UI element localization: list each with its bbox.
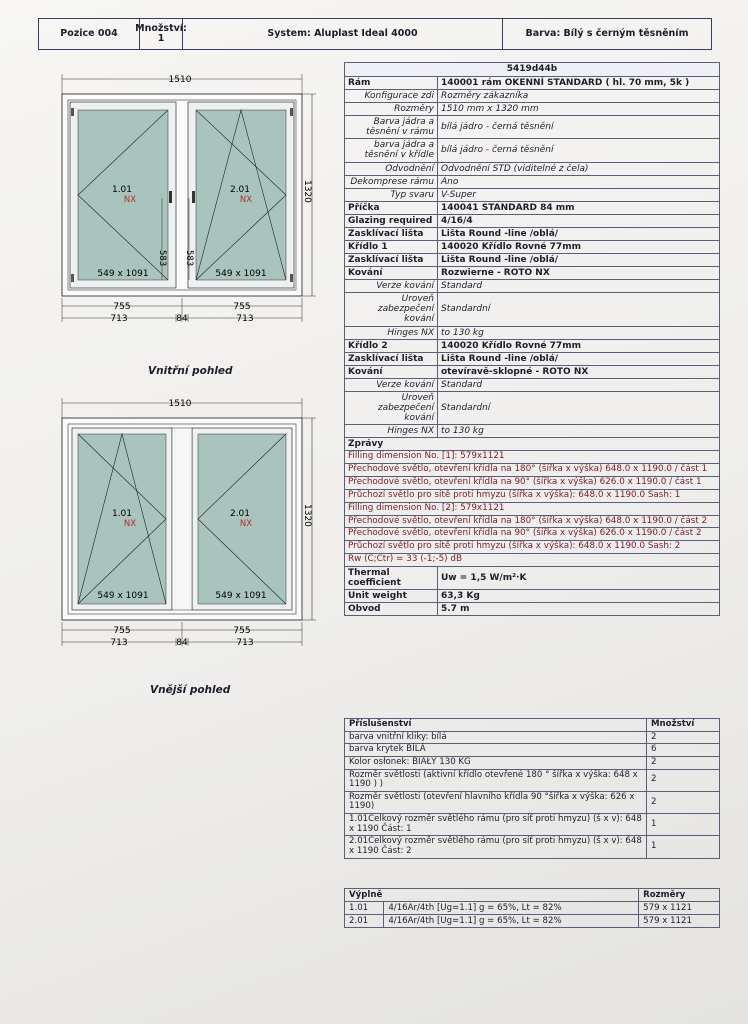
- accessory-name: 2.01Celkový rozměr světlého rámu (pro síť proti hmyzu) (š x v): 648 x 1190 Část: 2: [345, 836, 647, 858]
- accessory-qty: 2: [647, 756, 720, 769]
- fillings-table: [344, 888, 720, 928]
- fillings-dim-header: Rozměry: [639, 889, 720, 902]
- accessory-row: [345, 769, 720, 791]
- message-text: Přechodové světlo, otevření křídla na 180° (šířka x výška) 648.0 x 1190.0 / část 2: [345, 515, 720, 528]
- spec-key: Rozměry: [345, 103, 438, 116]
- accessory-name: 1.01Celkový rozměr světlého rámu (pro síť proti hmyzu) (š x v): 648 x 1190 Část: 1: [345, 814, 647, 836]
- accessory-row: [345, 744, 720, 757]
- spec-row: [345, 280, 720, 293]
- message-text: Přechodové světlo, otevření křídla na 90° (šířka x výška) 626.0 x 1190.0 / část 1: [345, 477, 720, 490]
- spec-key: Verze kování: [345, 378, 438, 391]
- spec-row: [345, 378, 720, 391]
- spec-value: Lišta Round -line /oblá/: [438, 254, 720, 267]
- spec-value: Odvodnění STD (viditelné z čela): [438, 162, 720, 175]
- spec-value: bílá jádro - černá těsnění: [438, 139, 720, 162]
- spec-value: Ano: [438, 175, 720, 188]
- message-row: [345, 451, 720, 464]
- inner-handle-height-right: 583: [184, 250, 194, 267]
- inner-dim-mullion: 84: [176, 314, 188, 324]
- spec-row: [345, 326, 720, 339]
- outer-sash-right-id: 2.01: [229, 509, 251, 519]
- inner-sash-right-nx: NX: [239, 195, 253, 205]
- spec-key: Konfigurace zdi: [345, 90, 438, 103]
- message-row: [345, 515, 720, 528]
- spec-row: [345, 293, 720, 326]
- spec-key: Kování: [345, 365, 438, 378]
- spec-table: [344, 62, 720, 616]
- spec-key: Hinges NX: [345, 425, 438, 438]
- message-row: [345, 528, 720, 541]
- spec-key: Barva jádra a těsnění v rámu: [345, 116, 438, 139]
- accessory-name: barva vnitřní kliky: bílá: [345, 731, 647, 744]
- spec-value: 140001 rám OKENNÍ STANDARD ( hl. 70 mm, 5k ): [438, 77, 720, 90]
- outer-dim-outer-right: 755: [233, 626, 251, 636]
- spec-key: Zasklívací lišta: [345, 254, 438, 267]
- system-cell: System: Aluplast Ideal 4000: [183, 19, 503, 49]
- spec-value: Standard: [438, 378, 720, 391]
- spec-row: [345, 116, 720, 139]
- accessory-row: [345, 791, 720, 813]
- outer-width-dim: 1510: [168, 399, 192, 409]
- spec-key: Kování: [345, 267, 438, 280]
- spec-key: Zasklívací lišta: [345, 352, 438, 365]
- inner-width-dim: 1510: [168, 75, 192, 85]
- spec-row: [345, 188, 720, 201]
- spec-key: Křídlo 2: [345, 339, 438, 352]
- spec-key: Typ svaru: [345, 188, 438, 201]
- inner-handle-height-left: 583: [157, 250, 167, 267]
- spec-row: [345, 365, 720, 378]
- filling-row: [345, 915, 720, 928]
- message-text: Rw (C;Ctr) = 33 (-1;-5) dB: [345, 554, 720, 567]
- message-text: Filling dimension No. [2]: 579x1121: [345, 502, 720, 515]
- accessory-row: [345, 814, 720, 836]
- spec-key: Dekomprese rámu: [345, 175, 438, 188]
- message-text: Přechodové světlo, otevření křídla na 180° (šířka x výška) 648.0 x 1190.0 / část 1: [345, 464, 720, 477]
- outer-sash-left-nx: NX: [123, 519, 137, 529]
- message-row: [345, 489, 720, 502]
- spec-value: Rozwierne - ROTO NX: [438, 267, 720, 280]
- spec-value: to 130 kg: [438, 326, 720, 339]
- accessory-qty: 1: [647, 814, 720, 836]
- spec-value: Standardní: [438, 293, 720, 326]
- accessory-name: Rozměr světlosti (otevření hlavního křídla 90 °šířka x výška: 626 x 1190): [345, 791, 647, 813]
- message-text: Přechodové světlo, otevření křídla na 90° (šířka x výška) 626.0 x 1190.0 / část 2: [345, 528, 720, 541]
- message-row: [345, 541, 720, 554]
- spec-row: [345, 214, 720, 227]
- message-text: Průchozí světlo pro sítě proti hmyzu (šířka x výška): 648.0 x 1190.0 Sash: 1: [345, 489, 720, 502]
- outer-dim-outer-left: 755: [113, 626, 131, 636]
- spec-value: to 130 kg: [438, 425, 720, 438]
- accessory-row: [345, 756, 720, 769]
- outer-dim-mullion: 84: [176, 638, 188, 648]
- inner-glass-right-dim: 549 x 1091: [215, 269, 267, 279]
- outer-sash-left-id: 1.01: [111, 509, 133, 519]
- weight-value: 63,3 Kg: [438, 590, 720, 603]
- handle-right-icon: [192, 191, 195, 203]
- weight-label: Unit weight: [345, 590, 438, 603]
- accessory-qty: 6: [647, 744, 720, 757]
- inner-dim-inner-left: 713: [110, 314, 128, 324]
- spec-row: [345, 90, 720, 103]
- spec-key: Rám: [345, 77, 438, 90]
- position-cell: Pozice 004: [39, 19, 140, 49]
- spec-value: 140041 STANDARD 84 mm: [438, 201, 720, 214]
- inner-height-dim: 1320: [302, 180, 312, 203]
- message-text: Průchozí světlo pro sítě proti hmyzu (šířka x výška): 648.0 x 1190.0 Sash: 2: [345, 541, 720, 554]
- accessories-table: [344, 718, 720, 859]
- spec-row: [345, 241, 720, 254]
- inner-view-label: Vnitřní pohled: [148, 365, 233, 377]
- accessory-name: Rozměr světlosti (aktivní křídlo otevřené 180 ° šířka x výška: 648 x 1190 ) ): [345, 769, 647, 791]
- fillings-header: Výplně: [345, 889, 639, 902]
- spec-key: Příčka: [345, 201, 438, 214]
- spec-key: Křídlo 1: [345, 241, 438, 254]
- inner-dim-outer-right: 755: [233, 302, 251, 312]
- spec-row: [345, 267, 720, 280]
- thermal-label: Thermal coefficient: [345, 566, 438, 589]
- filling-dim: 579 x 1121: [639, 915, 720, 928]
- quantity-cell: Množství: 1: [140, 19, 183, 49]
- filling-desc: 4/16Ar/4th [Ug=1.1] g = 65%, Lt = 82%: [384, 902, 639, 915]
- spec-value: bílá jádro - černá těsnění: [438, 116, 720, 139]
- spec-value: Standardní: [438, 391, 720, 424]
- spec-row: [345, 175, 720, 188]
- filling-id: 1.01: [345, 902, 384, 915]
- spec-value: Rozměry zákazníka: [438, 90, 720, 103]
- accessories-header: Příslušenství: [345, 719, 647, 732]
- spec-key: Uroveň zabezpečení kování: [345, 391, 438, 424]
- inner-sash-right-id: 2.01: [229, 185, 251, 195]
- filling-id: 2.01: [345, 915, 384, 928]
- spec-value: 4/16/4: [438, 214, 720, 227]
- filling-row: [345, 902, 720, 915]
- spec-row: [345, 77, 720, 90]
- message-row: [345, 502, 720, 515]
- accessory-qty: 1: [647, 836, 720, 858]
- outer-view-drawing: [50, 392, 320, 654]
- outer-glass-left-dim: 549 x 1091: [97, 591, 149, 601]
- message-text: Filling dimension No. [1]: 579x1121: [345, 451, 720, 464]
- inner-dim-inner-right: 713: [236, 314, 254, 324]
- spec-value: otevíravě-sklopné - ROTO NX: [438, 365, 720, 378]
- perimeter-label: Obvod: [345, 603, 438, 616]
- spec-row: [345, 227, 720, 240]
- spec-value: 140020 Křídlo Rovné 77mm: [438, 339, 720, 352]
- spec-id: 5419d44b: [345, 63, 720, 77]
- spec-value: V-Super: [438, 188, 720, 201]
- accessory-qty: 2: [647, 791, 720, 813]
- accessory-name: barva krytek BÍLÁ: [345, 744, 647, 757]
- spec-row: [345, 139, 720, 162]
- accessories-qty-header: Množství: [647, 719, 720, 732]
- spec-value: Lišta Round -line /oblá/: [438, 227, 720, 240]
- spec-key: Verze kování: [345, 280, 438, 293]
- handle-left-icon: [169, 191, 172, 203]
- outer-glass-left: [78, 434, 166, 604]
- outer-dim-inner-left: 713: [110, 638, 128, 648]
- outer-view-label: Vnější pohled: [150, 684, 231, 696]
- filling-dim: 579 x 1121: [639, 902, 720, 915]
- spec-value: 1510 mm x 1320 mm: [438, 103, 720, 116]
- messages-header: Zprávy: [345, 438, 720, 451]
- accessory-row: [345, 836, 720, 858]
- accessory-qty: 2: [647, 731, 720, 744]
- inner-sash-left-nx: NX: [123, 195, 137, 205]
- filling-desc: 4/16Ar/4th [Ug=1.1] g = 65%, Lt = 82%: [384, 915, 639, 928]
- spec-key: Uroveň zabezpečení kování: [345, 293, 438, 326]
- message-row: [345, 554, 720, 567]
- spec-row: [345, 339, 720, 352]
- spec-value: 140020 Křídlo Rovné 77mm: [438, 241, 720, 254]
- spec-row: [345, 103, 720, 116]
- spec-value: Lišta Round -line /oblá/: [438, 352, 720, 365]
- outer-sash-right-nx: NX: [239, 519, 253, 529]
- spec-row: [345, 425, 720, 438]
- spec-row: [345, 352, 720, 365]
- spec-key: Zasklívací lišta: [345, 227, 438, 240]
- inner-sash-left-id: 1.01: [111, 185, 133, 195]
- message-row: [345, 464, 720, 477]
- spec-row: [345, 391, 720, 424]
- outer-glass-right-dim: 549 x 1091: [215, 591, 267, 601]
- thermal-value: Uw = 1,5 W/m²·K: [438, 566, 720, 589]
- accessory-qty: 2: [647, 769, 720, 791]
- inner-view-drawing: [50, 68, 320, 330]
- outer-dim-inner-right: 713: [236, 638, 254, 648]
- spec-key: Hinges NX: [345, 326, 438, 339]
- accessory-name: Kolor osłonek: BIAŁY 130 KG: [345, 756, 647, 769]
- inner-dim-outer-left: 755: [113, 302, 131, 312]
- perimeter-value: 5.7 m: [438, 603, 720, 616]
- inner-glass-left-dim: 549 x 1091: [97, 269, 149, 279]
- spec-row: [345, 162, 720, 175]
- header-bar: [38, 18, 712, 50]
- accessory-row: [345, 731, 720, 744]
- spec-key: Odvodnění: [345, 162, 438, 175]
- spec-key: Glazing required: [345, 214, 438, 227]
- spec-row: [345, 254, 720, 267]
- color-cell: Barva: Bílý s černým těsněním: [525, 28, 689, 40]
- spec-value: Standard: [438, 280, 720, 293]
- spec-key: barva jádra a těsnění v křídle: [345, 139, 438, 162]
- message-row: [345, 477, 720, 490]
- spec-row: [345, 201, 720, 214]
- outer-height-dim: 1320: [302, 504, 312, 527]
